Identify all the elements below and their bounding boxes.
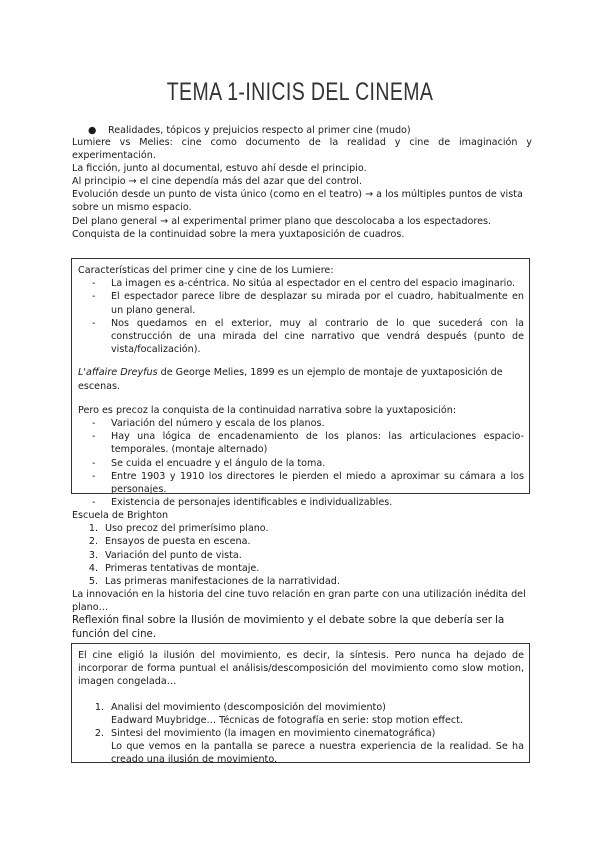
- evolution-line-2: Evolución desde un punto de vista único (como en el teatro) → a los múltiples puntos de vista sobre un mismo espacio.: [72, 189, 523, 214]
- list-item: 1. Analisi del movimiento (descomposición del movimiento) Eadward Muybridge… Técnicas de fotografía en serie: stop motion effect.: [90, 701, 524, 727]
- intro-paragraph: [72, 136, 532, 176]
- list-item: - Hay una lógica de encadenamiento de los planos: las articulaciones espacio-temporales. (montaje alternado): [90, 430, 524, 456]
- box1-list: [90, 277, 524, 356]
- movement-box: [71, 643, 530, 766]
- box1-heading-2: Pero es precoz la conquista de la continuidad narrativa sobre la yuxtaposición:: [78, 404, 457, 416]
- list-item: 2. Ensayos de puesta en escena.: [88, 536, 251, 548]
- box2-paragraph: El cine eligió la ilusión del movimiento, es decir, la síntesis. Pero nunca ha dejado de incorporar de forma puntual el análisis/descomposición del movimiento como slow motion, imagen congelada…: [78, 650, 524, 688]
- reflexion-heading: Reflexión final sobre la Ilusión de movimiento y el debate sobre la que debería ser la función del cine.: [72, 615, 505, 640]
- evolution-line-4: Conquista de la continuidad sobre la mera yuxtaposición de cuadros.: [72, 228, 405, 240]
- melies-film-title: L'affaire Dreyfus: [78, 367, 158, 379]
- list-item: - La imagen es a-céntrica. No sitúa al espectador en el centro del espacio imaginario.: [90, 277, 524, 290]
- list-item: - Nos quedamos en el exterior, muy al contrario de lo que sucederá con la construcción de una mirada del cine narrativo que vendrá después (punto de vista/focalización).: [90, 317, 524, 357]
- brighton-section: [72, 509, 532, 615]
- bullet-heading-text: Realidades, tópicos y prejuicios respecto al primer cine (mudo): [108, 125, 411, 136]
- evolution-paragraph: [72, 175, 532, 241]
- list-item: - Entre 1903 y 1910 los directores le pierden el miedo a aproximar su cámara a los personajes.: [90, 470, 524, 496]
- list-item: 4. Primeras tentativas de montaje.: [88, 562, 260, 574]
- list-item-detail: Eadward Muybridge… Técnicas de fotografía en serie: stop motion effect.: [111, 714, 463, 726]
- brighton-closing: La innovación en la historia del cine tuvo relación en gran parte con una utilización inédita del plano…: [72, 589, 526, 614]
- list-item: 5. Las primeras manifestaciones de la narratividad.: [88, 576, 340, 588]
- list-item: 3. Variación del punto de vista.: [88, 549, 242, 561]
- evolution-line-1: Al principio → el cine dependía más del azar que del control.: [72, 176, 362, 187]
- page-title: TEMA 1-INICIS DEL CINEMA: [166, 78, 434, 106]
- intro-line-1: Lumiere vs Melies: cine como documento de la realidad y cine de imaginación y experimentación.: [72, 137, 532, 162]
- box2-list: [90, 701, 524, 767]
- melies-example-text: de George Melies, 1899 es un ejemplo de montaje de yuxtaposición de escenas.: [78, 367, 503, 392]
- brighton-heading: Escuela de Brighton: [72, 510, 169, 521]
- list-item: 1. Uso precoz del primerísimo plano.: [88, 523, 269, 535]
- brighton-list: [84, 522, 532, 588]
- list-item: - El espectador parece libre de desplazar su mirada por el cuadro, habitualmente en un plano general.: [90, 290, 524, 316]
- list-item: - Se cuida el encuadre y el ángulo de la toma.: [90, 457, 524, 470]
- list-item: - Variación del número y escala de los planos.: [90, 417, 524, 430]
- box1-list-2: [90, 417, 524, 509]
- list-item-detail: Lo que vemos en la pantalla se parece a nuestra experiencia de la realidad. Se ha creado una ilusión de movimiento.: [111, 741, 524, 766]
- evolution-line-3: Del plano general → al experimental primer plano que descolocaba a los espectadores.: [72, 215, 492, 227]
- intro-line-2: La ficción, junto al documental, estuvo ahí desde el principio.: [72, 163, 367, 175]
- characteristics-box: [71, 258, 530, 509]
- melies-example: [78, 366, 524, 392]
- box1-heading: Características del primer cine y cine de los Lumiere:: [78, 265, 334, 276]
- list-item: - Existencia de personajes identificables e individualizables.: [90, 496, 524, 509]
- bullet-icon: ●: [88, 125, 97, 136]
- list-item: 2. Sintesi del movimiento (la imagen en movimiento cinematográfica) Lo que vemos en la pantalla se parece a nuestra experiencia de la realidad. Se ha creado una ilusión de movimiento.: [94, 728, 524, 766]
